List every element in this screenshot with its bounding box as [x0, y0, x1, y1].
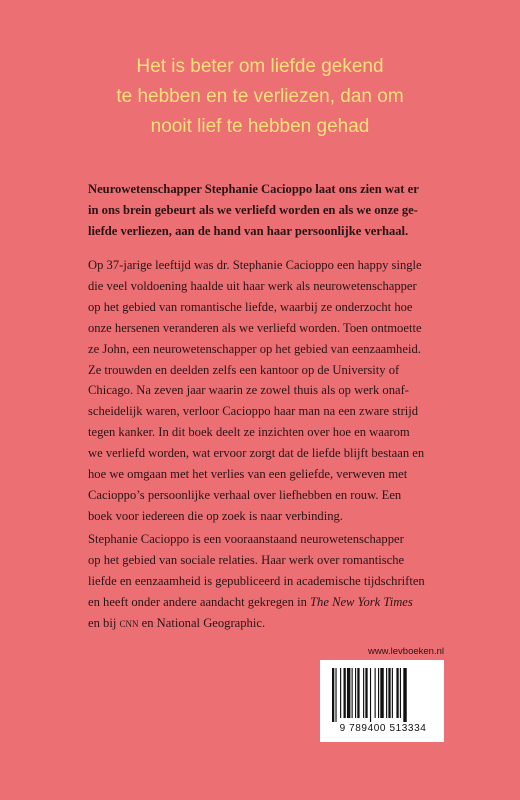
- bio-line: [88, 592, 440, 613]
- isbn-digits: 9 789400 513334: [339, 723, 427, 734]
- tagline-line: nooit lief te hebben gehad: [150, 116, 370, 137]
- barcode-bar: [386, 668, 387, 718]
- barcode-bar: [365, 668, 367, 718]
- synopsis-paragraph: [88, 255, 440, 527]
- tagline: [40, 52, 480, 142]
- barcode-bar: [378, 668, 379, 718]
- synopsis-line: boek voor iedereen die op zoek is naar verbinding.: [88, 508, 343, 523]
- barcode-bar: [392, 668, 393, 718]
- tagline-line: te hebben en te verliezen, dan om: [116, 86, 404, 107]
- synopsis-line: ze John, een neurowetenschapper op het gebied van eenzaamheid.: [88, 341, 421, 356]
- barcode-bar: [340, 668, 341, 718]
- bio-text: en bij: [88, 615, 120, 630]
- synopsis-line: Ze trouwden en deelden zelfs een kantoor op de University of: [88, 362, 400, 377]
- synopsis-line: die veel voldoening haalde uit haar werk als neurowetenschapper: [88, 278, 417, 293]
- barcode-bar: [370, 668, 371, 722]
- barcode-bar: [363, 668, 364, 718]
- publisher-url[interactable]: www.levboeken.nl: [367, 646, 444, 657]
- synopsis-line: scheidelijk waren, verloor Cacioppo haar man na een zware strijd: [88, 404, 419, 419]
- barcode-bar: [375, 668, 376, 718]
- bio-line: op het gebied van sociale relaties. Haar werk over romantische: [88, 552, 405, 567]
- barcode-bar: [403, 668, 406, 722]
- barcode-bar: [352, 668, 353, 718]
- barcode-bar: [332, 668, 334, 722]
- newspaper-title: The New York Times: [310, 594, 413, 609]
- barcode-bar: [344, 668, 346, 718]
- intro-line: Neurowetenschapper Stephanie Cacioppo laat ons zien wat er: [88, 182, 419, 196]
- synopsis-line: hoe we omgaan met het verlies van een geliefde, verweven met: [88, 467, 408, 482]
- isbn-barcode: [320, 660, 444, 742]
- bio-line: [88, 613, 440, 634]
- synopsis-line: tegen kanker. In dit boek deelt ze inzichten over hoe en waarom: [88, 425, 410, 440]
- synopsis-line: onze hersenen veranderen als we verliefd worden. Toen ontmoette: [88, 320, 422, 335]
- synopsis-line: we verliefd worden, wat ervoor zorgt dat de liefde blijft bestaan en: [88, 446, 425, 461]
- barcode-bar: [396, 668, 398, 718]
- intro-paragraph: [88, 179, 440, 242]
- barcode-bar: [347, 668, 350, 718]
- bio-line: Stephanie Cacioppo is een vooraanstaand neurowetenschapper: [88, 532, 404, 546]
- intro-line: liefde verliezen, aan de hand van haar persoonlijke verhaal.: [88, 223, 409, 238]
- tagline-line: Het is beter om liefde gekend: [136, 56, 384, 77]
- barcode-bar: [357, 668, 359, 718]
- barcode-bar: [388, 668, 390, 718]
- bio-text: en National Geographic.: [138, 615, 266, 630]
- synopsis-line: op het gebied van romantische liefde, waarbij ze onderzocht hoe: [88, 299, 413, 314]
- author-bio-paragraph: [88, 529, 440, 634]
- barcode-bar: [380, 668, 383, 718]
- barcode-bar: [355, 668, 356, 718]
- barcode-bar: [400, 668, 401, 718]
- broadcaster-name: cnn: [119, 615, 139, 630]
- bio-text: en heeft onder andere aandacht gekregen in: [88, 594, 311, 609]
- barcode-bars: [332, 668, 432, 722]
- bio-line: liefde en eenzaamheid is gepubliceerd in academische tijdschriften: [88, 573, 425, 588]
- synopsis-line: Cacioppo’s persoonlijke verhaal over liefhebben en rouw. Een: [88, 487, 402, 502]
- barcode-bar: [335, 668, 336, 722]
- intro-line: in ons brein gebeurt als we verliefd worden en als we onze ge-: [88, 202, 418, 217]
- synopsis-line: Chicago. Na zeven jaar waarin ze zowel thuis als op werk onaf-: [88, 383, 410, 398]
- synopsis-line: Op 37-jarige leeftijd was dr. Stephanie Cacioppo een happy single: [88, 258, 422, 272]
